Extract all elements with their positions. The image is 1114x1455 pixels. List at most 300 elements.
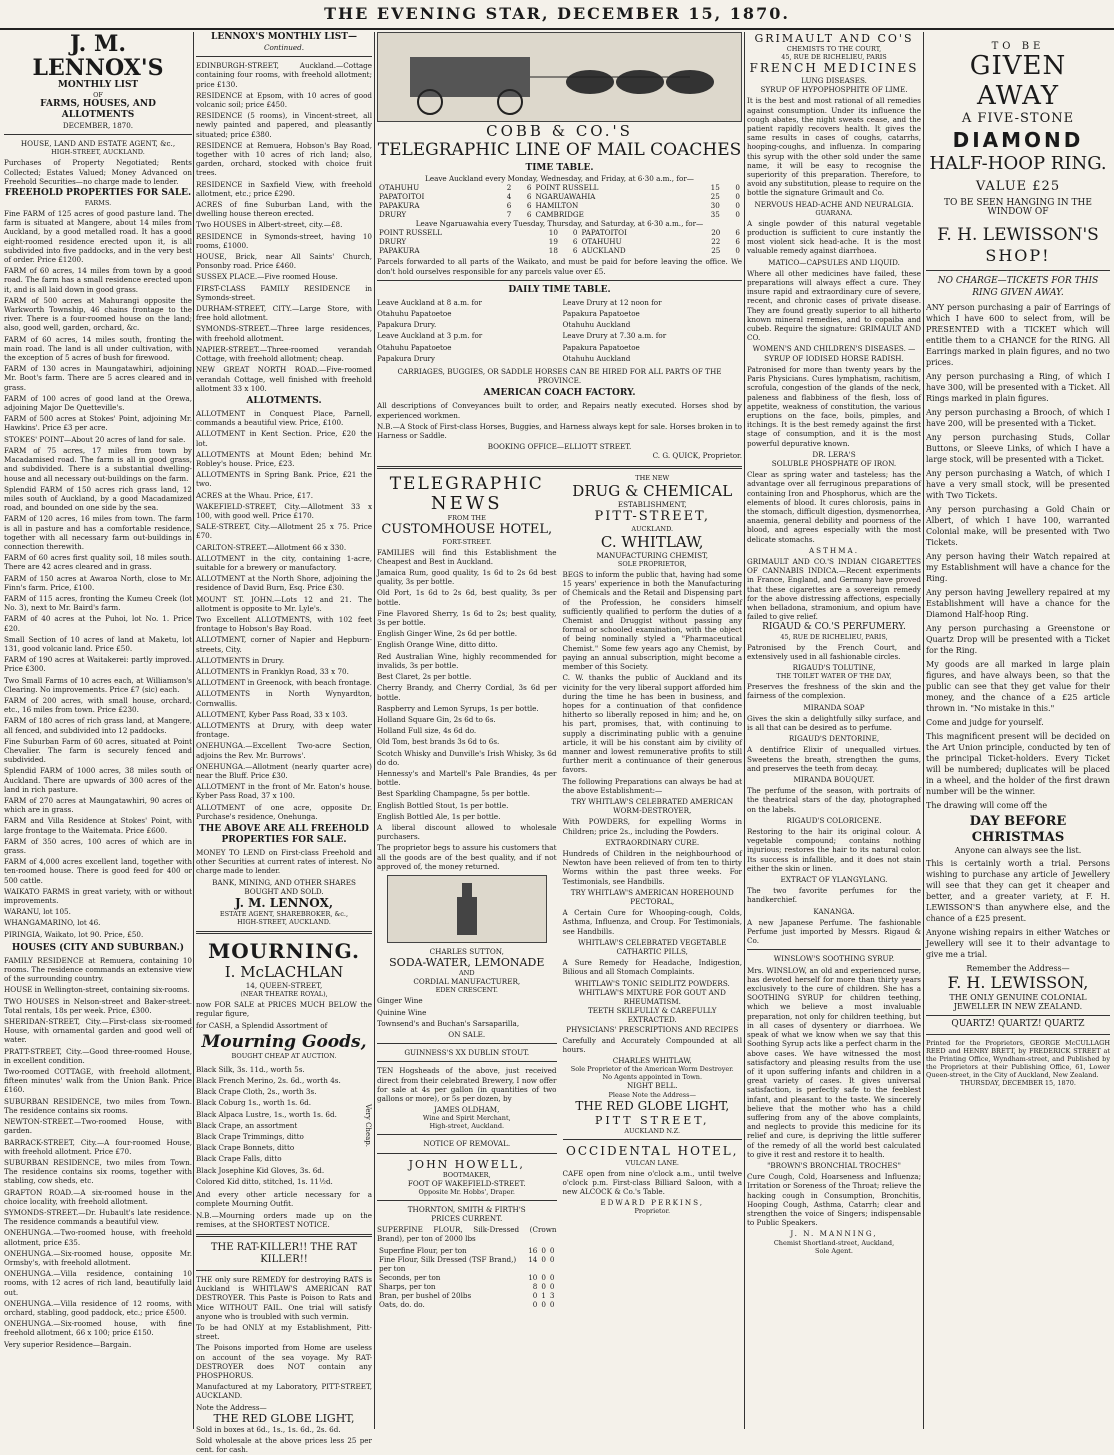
- timetable-parcels: Parcels forwarded to all parts of the Waikato, and must be paid for before leaving the office. We don't hold ourselves responsible for any parcels value over £5.: [377, 257, 742, 276]
- ylang-title: EXTRACT OF YLANGYLANG.: [780, 875, 888, 885]
- farm-listing: FARM of 270 acres at Maungatawhiri, 90 acres of which are in grass.: [4, 796, 192, 815]
- lennox-intro: Purchases of Property Negotiated; Rents Collected; Estates Valued; Money Advanced on Freehold Securities—no charge made to lender.: [4, 158, 192, 186]
- house-listing: PRATT-STREET, City.—Good three-roomed House, in excellent condition.: [4, 1046, 192, 1065]
- mourning-item: Black Crape, an assortment: [196, 1120, 298, 1130]
- manning-agent: Sole Agent.: [815, 1246, 853, 1255]
- house-listing: RESIDENCE in Saxfield View, with freehold allotment, etc.; price £290.: [196, 179, 372, 198]
- worth-trial: This is certainly worth a trial. Persons wishing to purchase any article of Jewellery will see that they can get it cheaper and better, and a greater variety, at F. H. LEWISSON'S than anywhere else, and the chance of a £25 present.: [926, 858, 1110, 923]
- whitlaw-name: C. WHITLAW,: [600, 532, 704, 551]
- asthma-title: ASTHMA.: [808, 545, 859, 555]
- farm-listing: Small Section of 10 acres of land at Maketu, lot 131, good volcanic land. Price £50.: [4, 634, 192, 653]
- table-cell: PAPAKURA: [379, 201, 420, 211]
- table-cell: 0: [735, 192, 740, 202]
- farm-listing: FARM of 40 acres at the Puhoi, lot No. 1. Price £20.: [4, 614, 192, 633]
- column-rule: [744, 32, 745, 1429]
- table-cell: Oats, do. do.: [379, 1299, 425, 1309]
- daily-line: Leave Drury at 12 noon for: [562, 297, 662, 307]
- table-cell: 20: [711, 228, 721, 238]
- rat-killer-body: THE only sure REMEDY for destroying RATS is Auckland is WHITLAW'S AMERICAN RAT DESTROYER. This Paste is Poison to Rats and Mice WITHOUT FAIL. One trial will satisfy anyone who is troubled with such vermin.: [196, 1274, 372, 1321]
- jeweller-nz: JEWELLER IN NEW ZEALAND.: [953, 1002, 1083, 1012]
- guinness-body: TEN Hogsheads of the above, just received direct from their celebrated Brewery, I now offer for sale at 4s per gallon (in quantities of two gallons or more), or 5s per dozen, by: [377, 1066, 557, 1103]
- lennox-street: HIGH-STREET, AUCKLAND.: [51, 148, 145, 157]
- guarana-title: GUARANA.: [815, 208, 853, 217]
- house-listing: SUSSEX PLACE.—Five roomed House.: [196, 272, 338, 282]
- fort-street: FORT-STREET.: [442, 537, 492, 546]
- wine-item: Cherry Brandy, and Cherry Cordial, 3s 6d per bottle.: [377, 683, 557, 702]
- wine-item: Red Australian Wine, highly recommended for invalids, 3s per bottle.: [377, 651, 557, 670]
- no-agents: No Agents appointed in Town.: [602, 1073, 703, 1082]
- remember-address: Remember the Address—: [966, 963, 1070, 973]
- flour-intro: SUPERFINE FLOUR, Silk-Dressed (Crown Brand), per ton of 2000 lbs: [377, 1225, 557, 1244]
- daily-line: Otahuhu Auckland: [562, 353, 631, 363]
- prices-current: PRICES CURRENT.: [431, 1214, 503, 1223]
- on-sale: ON SALE.: [448, 1029, 486, 1039]
- extra-title: EXTRAORDINARY CURE.: [605, 837, 700, 847]
- leras-subtitle: SOLUBLE PHOSPHATE OF IRON.: [771, 458, 897, 468]
- drug-pitt: PITT-STREET,: [594, 508, 710, 524]
- farm-listing: FARM and Villa Residence at Stokes' Point, with large frontage to the Waitemata. Price £600.: [4, 816, 192, 835]
- daily-line: Papakura Drury: [377, 353, 435, 363]
- table-cell: 0: [541, 1254, 546, 1264]
- house-listing: FIRST-CLASS FAMILY RESIDENCE in Symonds-street.: [196, 283, 372, 302]
- timetable-leave-1: Leave Auckland every Monday, Wednesday, and Friday, at 6·30 a.m., for—: [425, 174, 694, 183]
- howell-opposite: Opposite Mr. Hobbs', Draper.: [418, 1187, 515, 1196]
- drug-establishment: ESTABLISHMENT,: [617, 499, 687, 509]
- wine-item: Holland Full size, 4s 6d do.: [377, 726, 477, 736]
- mourning-item: Black Coburg 1s., worth 1s. 6d.: [196, 1098, 312, 1108]
- column-rule: [923, 32, 924, 1429]
- wine-item: English Bottled Ale, 1s per bottle.: [377, 811, 501, 821]
- column-cobb-coaches: [377, 32, 742, 1429]
- allotment-listing: ALLOTMENT in the front of Mr. Eaton's house. Kyber Pass Road, 37 x 100.: [196, 782, 372, 801]
- mclachlan-address: 14, QUEEN-STREET,: [245, 981, 323, 991]
- rigaud-address: 45, RUE DE RICHELIEU, PARIS,: [780, 632, 888, 641]
- table-cell: 18: [548, 246, 558, 256]
- houses-list: [196, 61, 372, 393]
- table-cell: 0: [541, 1281, 546, 1291]
- lewisson-paragraph: Any person purchasing a Gold Chain or Albert, of which I have 100, warranted Colonial make, will be presented with Two Tickets.: [926, 504, 1110, 547]
- daily-timetable-title: DAILY TIME TABLE.: [508, 284, 611, 295]
- house-listing: EDINBURGH-STREET, Auckland.—Cottage containing four rooms, with freehold allotment; price £130.: [196, 61, 372, 89]
- cafe-body: CAFE open from nine o'clock a.m., until twelve o'clock p.m. First-class Billiard Saloon, with a new ALCOCK & Co.'s Table.: [562, 1168, 742, 1197]
- daily-line: Leave Auckland at 3 p.m. for: [377, 331, 483, 341]
- table-cell: 6: [526, 192, 532, 202]
- howell-name: JOHN HOWELL,: [408, 1157, 525, 1171]
- allotment-listing: ALLOTMENT in the city, containing 1-acre, suitable for a brewery or manufactory.: [196, 553, 372, 572]
- farm-listing: FARM of 190 acres at Waitakerei: partly improved. Price £300.: [4, 655, 192, 674]
- table-cell: 25: [711, 246, 721, 256]
- only-genuine: THE ONLY GENUINE COLONIAL: [949, 993, 1087, 1003]
- allotment-listing: ALLOTMENT of one acre, opposite Dr. Purchase's residence, Onehunga.: [196, 802, 372, 821]
- whitlaw-following: The following Preparations can always be had at the above Establishment:—: [562, 776, 742, 795]
- allotment-listing: ALLOTMENT, Kyber Pass Road, 33 x 103.: [196, 709, 348, 719]
- perkins-name: EDWARD PERKINS,: [600, 1198, 705, 1208]
- manning-name: J. N. MANNING,: [790, 1229, 878, 1239]
- leras-title: DR. LERA'S: [812, 449, 856, 459]
- wines-list: [377, 568, 557, 821]
- shop-title: SHOP!: [985, 245, 1051, 265]
- farm-listing: FARM of 130 acres in Maungatawhiri, adjoining Mr. Boot's farm. There are 5 acres cleared and in grass.: [4, 364, 192, 392]
- drink-item: Quinine Wine: [377, 1007, 427, 1017]
- teeth-title: TEETH SKILFULLY & CAREFULLY EXTRACTED.: [587, 1006, 717, 1025]
- seidlitz-title: WHITLAW'S TONIC SEIDLITZ POWDERS.: [574, 978, 730, 988]
- allotment-listing: ALLOTMENTS in Franklyn Road, 33 x 70.: [196, 666, 349, 676]
- lewisson-paragraph: Any person having their Watch repaired at my Establishment will have a chance for the Ring.: [926, 551, 1110, 583]
- table-cell: 3: [549, 1290, 555, 1300]
- daily-line: Otahuhu Papatoetoe: [377, 309, 452, 319]
- table-cell: POINT RUSSELL: [379, 228, 442, 238]
- table-cell: 6: [526, 210, 532, 220]
- very-cheap-label: Very Cheap.: [364, 1103, 372, 1147]
- table-cell: 0: [735, 246, 740, 256]
- women-body: Patronised for more than twenty years by the Paris Physicians. Cures lymphatism, rachitism, scrofula, congestion of the glands of the neck, paleness and flabbiness of the flesh, loss of appetite, weakness of constitution, the various eruptions on the face, boils, pimples, and itchings. It is the best remedy against the first stage of consumption, and it is the most powerful depurative known.: [747, 364, 921, 448]
- farm-listing: WARANU, lot 105.: [4, 907, 71, 917]
- allotment-listing: ALLOTMENT in Conquest Place, Parnell, commands a beautiful view. Price, £100.: [196, 408, 372, 428]
- table-cell: 0: [549, 1272, 555, 1282]
- lewisson-paragraph: Any person purchasing a Brooch, of which I have 200, will be presented with a Ticket.: [926, 407, 1110, 428]
- whitlaw-begs: BEGS to inform the public that, having had some 15 years' experience in both the Manufacturing of Chemicals and the Retail and Dispensing part of the Profession, he considers himself sufficiently qualified to perform the duties of a Chemist and Druggist without passing any formal or schooled examination, with the object of being nominally styled a "Pharmaceutical Chemist." Some few years ago any Chemist, by paying an annual subscription, might become a member of this Society.: [562, 570, 742, 672]
- tolutine-title: RIGAUD'S TOLUTINE,: [792, 662, 876, 672]
- cordial-title: CORDIAL MANUFACTURER,: [413, 977, 521, 987]
- rat-killer-price: Sold in boxes at 6d., 1s., 1s. 6d., 2s. 6d.: [196, 1424, 341, 1434]
- house-listing: NEW GREAT NORTH ROAD.—Five-roomed verandah Cottage, well finished with freehold allotment 33 x 100.: [196, 365, 372, 393]
- wine-item: Best Claret, 2s per bottle.: [377, 672, 472, 682]
- allotment-listing: Two Excellent ALLOTMENTS, with 102 feet frontage to Hobson's Bay Road.: [196, 614, 372, 634]
- mclachlan-address-2: (NEAR THEATRE ROYAL),: [240, 990, 328, 999]
- soda-title: SODA-WATER, LEMONADE: [389, 956, 545, 970]
- matico-body: Where all other medicines have failed, these preparations will always effect a cure. They insure rapid and extraordinary cure of severe, recent, and chronic cases of private disease. They are found greatly superior to all hitherto known mineral remedies, and to copaiba and cubeb. Require the signature: GRIMAULT AND CO.: [747, 268, 921, 343]
- column-grimault: [747, 32, 921, 1429]
- farm-listing: Fine Suburban Farm of 60 acres, situated at Point Chevalier. The farm is securely fenced and subdivided.: [4, 736, 192, 765]
- timetable-row: [377, 183, 742, 192]
- table-cell: Seconds, per ton: [379, 1272, 441, 1282]
- house-listing: ONEHUNGA.—Two-roomed house, with freehold allotment, price £35.: [4, 1228, 192, 1247]
- winslow-title: WINSLOW'S SOOTHING SYRUP.: [773, 954, 895, 964]
- table-cell: 4: [506, 192, 512, 202]
- timetable-leave-2: Leave Ngaruawahia every Tuesday, Thursday, and Saturday, at 6·30 a.m., for—: [415, 219, 704, 229]
- mclachlan-name: I. McLACHLAN: [224, 963, 344, 982]
- daily-line: Otahuhu Papatoetoe: [377, 342, 452, 352]
- allotment-listing: WAKEFIELD-STREET, City.—Allotment 33 x 100, with good well. Price £170.: [196, 501, 372, 520]
- occidental-title: OCCIDENTAL HOTEL,: [566, 1143, 739, 1158]
- house-listing: TWO HOUSES in Nelson-street and Baker-street. Total rentals, 18s per week. Price, £300.: [4, 996, 192, 1015]
- houses-list: [4, 956, 192, 1349]
- allotment-listing: ALLOTMENTS in Spring Bank. Price, £21 the two.: [196, 470, 372, 489]
- worm-title: TRY WHITLAW'S CELEBRATED AMERICAN WORM-DESTROYER,: [571, 796, 734, 816]
- rigaud-body: Patronised by the French Court, and extensively used in all fashionable circles.: [747, 642, 921, 661]
- farm-listing: FARM of 350 acres, 100 acres of which are in grass.: [4, 836, 192, 856]
- lewisson-paragraphs: [926, 302, 1110, 811]
- five-stone: A FIVE-STONE: [961, 111, 1075, 127]
- column-lennox-list: [4, 32, 192, 1429]
- rx-title: PHYSICIANS' PRESCRIPTIONS AND RECIPES: [566, 1024, 739, 1034]
- farm-listing: WAIKATO FARMS in great variety, with or without improvements.: [4, 886, 192, 906]
- diamond-title: DIAMOND: [952, 128, 1084, 153]
- table-cell: CAMBRIDGE: [535, 210, 584, 220]
- syrup-title: SYRUP OF HYPOPHOSPHITE OF LIME.: [760, 85, 908, 95]
- house-listing: ONEHUNGA.—Six-roomed house, with fine freehold allotment, 66 x 100; price £150.: [4, 1319, 192, 1338]
- house-listing: Very superior Residence—Bargain.: [4, 1339, 132, 1349]
- table-cell: 0: [541, 1299, 546, 1309]
- wine-item: Old Port, 1s 6d to 2s 6d, best quality, 3s per bottle.: [377, 588, 557, 607]
- farm-listing: PIRINGIA, Waikato, lot 90. Price, £50.: [4, 929, 144, 939]
- news-title: NEWS: [430, 492, 503, 514]
- farm-listing: STOKES' POINT—About 20 acres of land for sale.: [4, 434, 186, 444]
- mourning-offer: now FOR SALE at PRICES MUCH BELOW the regular figure,: [196, 1000, 372, 1019]
- nervous-title: NERVOUS HEAD-ACHE AND NEURALGIA.: [754, 199, 914, 209]
- mourning-bought: BOUGHT CHEAP AT AUCTION.: [231, 1051, 337, 1060]
- cobb-line-title: TELEGRAPHIC LINE OF MAIL COACHES: [377, 140, 742, 160]
- grimault-title: GRIMAULT AND CO'S: [754, 32, 914, 45]
- red-globe-pitt: PITT STREET,: [594, 1113, 710, 1127]
- table-cell: POINT RUSSELL: [535, 183, 599, 193]
- table-cell: 0: [532, 1290, 538, 1300]
- ylang-body: The two favorite perfumes for the handkerchief.: [747, 886, 921, 905]
- printer-imprint: Printed for the Proprietors, GEORGE McCULLAGH REED and HENRY BRETT, by FREDERICK STREET at the Printing Office, Wyndham-street, and Published by the Proprietors at their Publishing Office, 61, Lower Queen-street, in the City of Auckland, New Zealand.: [926, 1038, 1110, 1079]
- table-cell: PAPATOITOI: [379, 192, 425, 202]
- mourning-item: Black Crape Falls, ditto: [196, 1154, 282, 1164]
- house-listing: ONEHUNGA.—Six-roomed house, opposite Mr. Ormsby's, with freehold allotment.: [4, 1248, 192, 1267]
- farm-listing: FARM of 60 acres first quality soil, 18 miles south. There are 42 acres cleared and in grass.: [4, 553, 192, 572]
- farms-list: [4, 209, 192, 939]
- table-cell: 15: [710, 183, 720, 193]
- farm-listing: FARM of 500 acres at Mahurangi opposite the Warkworth Township, 46 chains frontage to the river. There is a four-roomed house on the land; also, good well, garden, orchard, &c.: [4, 295, 192, 333]
- table-cell: 0: [572, 228, 578, 238]
- miranda-soap-title: MIRANDA SOAP: [803, 702, 865, 712]
- allotments-heading: ALLOTMENTS.: [246, 395, 322, 406]
- column-rule: [374, 32, 375, 1429]
- table-cell: Sharps, per ton: [379, 1281, 436, 1291]
- daily-line: Otahuhu Auckland: [562, 320, 631, 330]
- mourning-item: Colored Kid ditto, stitched, 1s. 11½d.: [196, 1176, 333, 1186]
- farm-listing: FARM of 4,000 acres excellent land, together with ten-roomed house. There is good feed for 400 or 500 cattle.: [4, 857, 192, 885]
- lewisson-shop-name: F. H. LEWISSON'S: [937, 224, 1099, 245]
- sutton-name: CHARLES SUTTON,: [429, 946, 504, 956]
- farm-listing: FARM of 100 acres of good land at the Orewa, adjoining Major De Quetteville's.: [4, 393, 192, 413]
- eden-crescent: EDEN CRESCENT.: [435, 986, 498, 995]
- mourning-item: Black Crape Bonnets, ditto: [196, 1143, 295, 1153]
- coach-horses-icon: [390, 37, 730, 117]
- lennox-signature-2: ESTATE AGENT, SHAREBROKER, &c.,: [219, 910, 349, 919]
- vulcan-lane: VULCAN LANE.: [625, 1158, 679, 1167]
- customhouse-hotel-title: CUSTOMHOUSE HOTEL,: [381, 521, 553, 537]
- lennox-signature-3: HIGH-STREET, AUCKLAND.: [237, 918, 331, 927]
- factory-nb: N.B.—A Stock of First-class Horses, Buggies, and Harness always kept for sale. Horses broken in to Harness or Saddle.: [377, 421, 742, 441]
- farm-listing: Splendid FARM of 150 acres rich grass land, 12 miles south of Auckland, by a good Macadamized road, and bounded on one side by the sea.: [4, 484, 192, 513]
- table-cell: 7: [506, 210, 512, 220]
- grimault-chem: CHEMISTS TO THE COURT,: [786, 45, 882, 53]
- women-title: WOMEN'S AND CHILDREN'S DISEASES. —SYRUP OF IODISED HORSE RADISH.: [752, 344, 916, 363]
- tolutine-subtitle: THE TOILET WATER OF THE DAY,: [776, 672, 892, 681]
- howell-address: FOOT OF WAKEFIELD-STREET.: [407, 1178, 526, 1188]
- house-listing: GRAFTON ROAD.—A six-roomed house in the choice locality, with freehold allotment.: [4, 1187, 192, 1206]
- red-globe-nz: AUCKLAND N.Z.: [624, 1126, 681, 1135]
- farm-listing: FARM of 60 acres, 14 miles from town by a good road. The farm has a small residence erected upon it, and is all laid down in good grass.: [4, 266, 192, 294]
- kananga-title: KANANGA.: [813, 906, 855, 916]
- house-listing: RESIDENCE in Symonds-street, having 10 rooms, £1000.: [196, 231, 372, 250]
- rat-killer-title: THE RAT-KILLER!! THE RAT KILLER!!: [210, 1241, 358, 1265]
- howell-bootmaker: BOOTMAKER,: [442, 1170, 491, 1179]
- soda-and: AND: [458, 969, 475, 978]
- allotment-listing: ALLOTMENTS at Mount Eden; behind Mr. Robley's house. Price, £23.: [196, 449, 372, 468]
- allotment-listing: ALLOTMENT, corner of Napier and Hepburn-streets, City.: [196, 635, 372, 654]
- oldham-3: High-street, Auckland.: [429, 1122, 505, 1131]
- daily-line: Papakura Drury.: [377, 320, 437, 330]
- house-listing: RESIDENCE (5 rooms), in Vincent-street, all newly painted and papered, and pleasantly situated; price £380.: [196, 111, 372, 139]
- lennox-signature: J. M. LENNOX,: [235, 896, 333, 911]
- bronchial-body: Cure Cough, Cold, Hoarseness and Influenza; Irritation or Soreness of the Throat; relieve the hacking cough in Consumption, Bronchitis, Hooping Cough, Asthma, Catarrh; clear and strengthen the voice of Singers; indispensable to Public Speakers.: [747, 1172, 921, 1228]
- lewisson-paragraph: ANY person purchasing a pair of Earrings of which I have 600 to select from, will be PRESENTED with a TICKET which will entitle them to a CHANCE for the RING. All Earrings marked in plain figures, and no two prices.: [926, 302, 1110, 367]
- bottle-icon: [422, 879, 512, 939]
- drink-item: Ginger Wine: [377, 996, 423, 1006]
- wine-item: Jamaica Rum, good quality, 1s 6d to 2s 6d best quality, 3s per bottle.: [377, 568, 557, 587]
- cw-sole: Sole Proprietor of the American Worm Destroyer.: [570, 1065, 734, 1074]
- gout-title: WHITLAW'S MIXTURE FOR GOUT AND RHEUMATISM.: [578, 987, 726, 1006]
- horehound-title: TRY WHITLAW'S AMERICAN HOREHOUND PECTORAL,: [570, 887, 734, 906]
- quartz-line: QUARTZ! QUARTZ! QUARTZ: [951, 1019, 1085, 1030]
- dentorine-title: RIGAUD'S DENTORINE,: [788, 734, 880, 744]
- wine-item: Fine Flavored Sherry, 1s 6d to 2s; best quality, 3s per bottle.: [377, 608, 557, 628]
- table-cell: 35: [710, 210, 720, 220]
- cw-name: CHARLES WHITLAW,: [612, 1056, 692, 1066]
- mourning-every: And every other article necessary for a complete Mourning Outfit.: [196, 1190, 372, 1209]
- table-cell: 0: [541, 1245, 546, 1255]
- telegraphic-title: TELEGRAPHIC: [389, 473, 544, 494]
- section-subheading: FARMS.: [84, 199, 112, 208]
- allotment-listing: ALLOTMENT in Greenock, with beach frontage.: [196, 678, 372, 688]
- timetable-row: [377, 228, 742, 237]
- lennox-date: DECEMBER, 1870.: [62, 121, 134, 130]
- allotment-listing: ONEHUNGA.—Allotment (nearly quarter acre) near the Bluff. Price £30.: [196, 761, 372, 781]
- table-cell: NGARUAWAHIA: [535, 192, 596, 202]
- seen-hanging: TO BE SEEN HANGING IN THE: [944, 198, 1092, 209]
- farm-listing: FARM of 120 acres, 16 miles from town. The farm is all in pasture and has a comfortable residence, together with all necessary farm out-buildings in connection therewith.: [4, 514, 192, 551]
- farm-listing: Fine FARM of 125 acres of good pasture land. The farm is situated at Mangere, about 14 miles from Auckland, by a good metalled road. It has a good eight-roomed residence erected upon it, is all subdivided into five paddocks, and in the very best of order. Price £1200.: [4, 209, 192, 265]
- removal-title: NOTICE OF REMOVAL.: [423, 1139, 511, 1149]
- lennox-of: OF: [93, 91, 103, 99]
- farm-listing: FARM of 500 acres at Stokes' Point, adjoining Mr. Hawkins'. Price £3 per acre.: [4, 414, 192, 433]
- cobb-title: COBB & CO.'S: [486, 122, 633, 140]
- rigaud-title: RIGAUD & CO.'S PERFUMERY.: [762, 622, 906, 633]
- imprint-date: THURSDAY, DECEMBER 15, 1870.: [960, 1078, 1076, 1087]
- factory-title: AMERICAN COACH FACTORY.: [483, 388, 636, 399]
- table-cell: 6: [572, 246, 578, 256]
- table-cell: 14: [528, 1254, 538, 1264]
- lewisson-paragraph: The drawing will come off the: [926, 800, 1048, 810]
- table-cell: 0: [549, 1281, 555, 1291]
- allotment-listing: ALLOTMENTS at Drury, with deep water frontage.: [196, 721, 372, 740]
- wine-item: Holland Square Gin, 2s 6d to 6s.: [377, 714, 496, 724]
- farm-listing: FARM of 200 acres, with small house, orchard, etc., 16 miles from town. Price £230.: [4, 695, 192, 715]
- allotment-listing: ALLOTMENTS in Drury.: [196, 655, 285, 665]
- column-rule: [193, 32, 194, 1429]
- whitlaw-thanks: C. W. thanks the public of Auckland and its vicinity for the very liberal support afforded him during the time he has been in business, and hopes for a continuation of that confidence hitherto so liberally reposed in him; and he, on his part, promises, that, with continuing to supply a discriminating public with a genuine article, it will be his constant aim by civility of manner and lowest remunerative profits to still further merit a continuance of their generous favors.: [562, 673, 742, 775]
- repairs: Anyone wishing repairs in either Watches or Jewellery will see it to their advantage to give me a trial.: [926, 927, 1110, 959]
- price-row: [377, 1291, 557, 1300]
- timetable-row: [377, 237, 742, 246]
- assure-notice: The proprietor begs to assure his customers that all the goods are of the best quality, and if not approved of, the money returned.: [377, 843, 557, 871]
- table-cell: Bran, per bushel of 20lbs: [379, 1290, 472, 1300]
- table-cell: Fine Flour, Silk Dressed (TSF Brand,) per ton: [379, 1254, 517, 1273]
- wine-item: Scotch Whisky and Dunville's Irish Whisky, 3s 6d do do.: [377, 748, 557, 767]
- table-cell: OTAHUHU: [379, 183, 420, 193]
- table-cell: DRURY: [379, 237, 407, 247]
- to-be: TO BE: [991, 41, 1045, 52]
- lennox-subtitle-farms: FARMS, HOUSES, AND ALLOTMENTS: [40, 99, 156, 120]
- note-address: Please Note the Address—: [608, 1090, 696, 1099]
- farm-listing: FARM of 180 acres of rich grass land, at Mangere, all fenced, and subdivided into 12 paddocks.: [4, 716, 192, 735]
- rat-killer-note: Note the Address—: [196, 1402, 267, 1412]
- table-cell: 0: [735, 210, 740, 220]
- thornton-title: THORNTON, SMITH & FIRTH'S: [407, 1204, 526, 1214]
- timetable-row: [377, 246, 742, 255]
- carriages-notice: CARRIAGES, BUGGIES, OR SADDLE HORSES CAN BE HIRED FOR ALL PARTS OF THE PROVINCE.: [397, 367, 722, 386]
- timetable-row: [377, 192, 742, 201]
- section-heading: HOUSES (CITY AND SUBURBAN.): [11, 942, 185, 953]
- guinness-title: GUINNESS'S XX DUBLIN STOUT.: [404, 1048, 530, 1058]
- daily-line: Papakura Papatoetoe: [562, 342, 640, 352]
- wine-item: Old Tom, best brands 3s 6d to 6s.: [377, 737, 500, 747]
- table-cell: 2: [506, 183, 512, 193]
- lewisson-paragraph: Any person purchasing a Ring, of which I have 300, will be presented with a Ticket. All Rings marked in plain figures.: [926, 371, 1110, 403]
- money-notice: MONEY TO LEND on First-class Freehold and other Securities at current rates of interest. No charge made to lender.: [196, 848, 372, 876]
- window-of: WINDOW OF: [987, 207, 1049, 218]
- matico-title: MATICO—CAPSULES AND LIQUID.: [768, 257, 900, 267]
- wine-item: English Orange Wine, ditto ditto.: [377, 640, 498, 650]
- house-listing: RESIDENCE at Remuera, Hobson's Bay Road, together with 10 acres of rich land; also, garden, orchard, stocked with choice fruit trees.: [196, 140, 372, 178]
- rat-killer-poison: The Poisons imported from Home are useless on account of the sea voyage. My RAT-DESTROYER does NOT contain any PHOSPHORUS.: [196, 1343, 372, 1380]
- whitlaw-mfg: MANUFACTURING CHEMIST,: [596, 550, 709, 560]
- house-listing: Two-roomed COTTAGE, with freehold allotment, fifteen minutes' walk from the Union Bank. Price £160.: [4, 1067, 192, 1095]
- table-cell: 0: [541, 1272, 546, 1282]
- table-cell: 0: [735, 183, 740, 193]
- ring-value: VALUE £25: [975, 179, 1061, 195]
- day-before-christmas: DAY BEFORE CHRISTMAS: [969, 813, 1067, 845]
- table-cell: Superfine Flour, per ton: [379, 1245, 467, 1255]
- manning-address: Chemist Shortland-street, Auckland,: [773, 1238, 895, 1247]
- allotment-listing: SALE-STREET, City.—Allotment 25 x 75. Price £70.: [196, 522, 372, 541]
- leras-body: Clear as spring water and tasteless; has the advantage over all ferruginous preparations of containing Iron and Phosphorus, which are the elements of blood. It cures chlorosis, pains in the stomach, difficult digestion, dysmenorrhea, anaemia, general debility and poorness of the blood, and agrees especially with the most delicate stomachs.: [747, 470, 921, 544]
- table-cell: 6: [735, 228, 740, 238]
- daily-left: [377, 296, 557, 365]
- wine-item: English Bottled Stout, 1s per bottle.: [377, 800, 509, 810]
- page-header: [0, 0, 1114, 30]
- farm-listing: FARM of 115 acres, fronting the Kumeu Creek (lot No. 3), next to Mr. Baird's farm.: [4, 593, 192, 613]
- house-listing: RESIDENCE at Epsom, with 10 acres of good volcanic soil; price £450.: [196, 90, 372, 110]
- asthma-body: GRIMAULT AND CO.'S INDIAN CIGARETTES OF CANNABIS INDICA.—Recent experiments in France, England, and Germany have proved that these cigarettes are a sovereign remedy for the above distressing affections, especially when belladona, stramonium, and opium have failed to give relief.: [747, 556, 921, 622]
- lewisson-paragraph: Any person purchasing Studs, Collar Buttons, or Sleeve Links, of which I have a large stock, will be presented with a Ticket.: [926, 432, 1110, 464]
- table-cell: 0: [549, 1254, 555, 1264]
- rat-killer-buy: To be had ONLY at my Establishment, Pitt-street.: [196, 1322, 372, 1342]
- drug-title: DRUG & CHEMICAL: [572, 481, 733, 500]
- worm-body: With POWDERS, for expelling Worms in Children; price 2s., including the Powders.: [562, 817, 742, 836]
- rat-killer-wholesale: Sold wholesale at the above prices less 25 per cent. for cash.: [196, 1436, 372, 1455]
- house-listing: ONEHUNGA.—Villa residence, containing 10 rooms, with 12 acres of rich land, beautifully laid out.: [4, 1269, 192, 1297]
- table-cell: 10: [528, 1272, 538, 1282]
- freehold-notice: THE ABOVE ARE ALL FREEHOLD PROPERTIES FOR SALE.: [199, 824, 369, 846]
- lung-diseases: LUNG DISEASES.: [801, 76, 867, 85]
- booking-office: BOOKING OFFICE—ELLIOTT STREET.: [487, 442, 632, 452]
- lennox-agent: HOUSE, LAND AND ESTATE AGENT, &c.,: [20, 139, 176, 149]
- bronchial-title: "BROWN'S BRONCHIAL TROCHES": [767, 1160, 901, 1170]
- bouquet-title: MIRANDA BOUQUET.: [793, 775, 875, 785]
- daily-right: [563, 296, 743, 365]
- table-cell: 25: [710, 192, 720, 202]
- oldham-name: JAMES OLDHAM,: [434, 1105, 500, 1115]
- farm-listing: FARM of 60 acres, 14 miles south, fronting the main road. The land is all under cultivation, with the exception of 5 acres of bush for firewood.: [4, 334, 192, 363]
- table-cell: DRURY: [379, 210, 407, 220]
- coloricene-body: Restoring to the hair its original colour. A vegetable compound; contains nothing injurious; restores the hair to its natural color. Its success is infallible, and it does not stain either the skin or linen.: [747, 827, 921, 873]
